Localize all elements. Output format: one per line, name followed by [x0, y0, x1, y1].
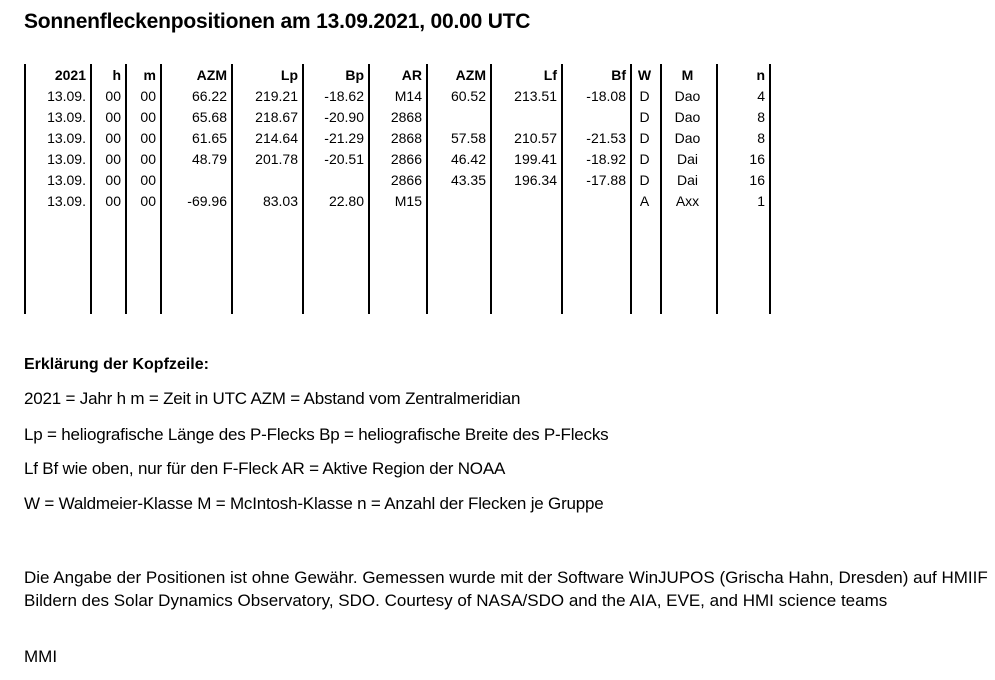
table-column-rule	[490, 64, 492, 314]
table-cell: D	[639, 130, 650, 146]
table-cell	[564, 107, 626, 128]
explanation-line: 2021 = Jahr h m = Zeit in UTC AZM = Abstand vom Zentralmeridian	[24, 389, 521, 408]
table-cell: 1	[757, 193, 765, 209]
table-cell: 13.09.	[47, 88, 86, 104]
table-cell	[493, 107, 557, 128]
table-cell: -20.90	[324, 109, 364, 125]
table-cell: 2866	[390, 172, 422, 188]
table-column-rule	[231, 64, 233, 314]
table-column-rule	[561, 64, 563, 314]
table-cell: 8	[757, 130, 765, 146]
table-cell: 00	[105, 172, 121, 188]
table-header-cell: m	[143, 67, 156, 83]
table-cell	[163, 170, 227, 191]
table-cell: 13.09.	[47, 172, 86, 188]
table-cell: 00	[140, 172, 156, 188]
table-column-rule	[160, 64, 162, 314]
table-cell: 83.03	[262, 193, 298, 209]
table-cell: 219.21	[255, 88, 298, 104]
table-cell: -18.08	[586, 88, 626, 104]
table-cell: D	[639, 109, 650, 125]
table-cell	[305, 170, 364, 191]
table-column-rule	[426, 64, 428, 314]
table-column-rule	[368, 64, 370, 314]
table-cell: A	[639, 193, 650, 209]
table-cell: 57.58	[450, 130, 486, 146]
table-cell: 199.41	[514, 151, 557, 167]
table-cell: 00	[105, 151, 121, 167]
table-cell: 8	[757, 109, 765, 125]
table-cell: 00	[105, 130, 121, 146]
explanation-line: Lf Bf wie oben, nur für den F-Fleck AR = Aktive Region der NOAA	[24, 459, 506, 478]
table-cell: -20.51	[324, 151, 364, 167]
table-cell: 66.22	[191, 88, 227, 104]
table-cell: 201.78	[255, 151, 298, 167]
table-header-cell: 2021	[54, 67, 86, 83]
table-header-cell: Lp	[280, 67, 298, 83]
table-column-rule	[630, 64, 632, 314]
table-cell: D	[639, 172, 650, 188]
table-cell: 46.42	[450, 151, 486, 167]
table-header-cell: W	[637, 67, 652, 83]
page-title: Sonnenfleckenpositionen am 13.09.2021, 00.00 UTC	[24, 10, 531, 33]
table-cell: 13.09.	[47, 109, 86, 125]
table-cell: 48.79	[191, 151, 227, 167]
explanation-line: W = Waldmeier-Klasse M = McIntosh-Klasse n = Anzahl der Flecken je Gruppe	[24, 494, 604, 513]
table-header-cell: M	[681, 67, 694, 83]
table-cell: 22.80	[328, 193, 364, 209]
table-cell: 13.09.	[47, 130, 86, 146]
table-cell: M15	[394, 193, 422, 209]
table-header-cell: h	[112, 67, 121, 83]
table-cell: Dao	[674, 88, 701, 104]
table-cell: 16	[749, 172, 765, 188]
table-cell: 213.51	[514, 88, 557, 104]
table-header-cell: Lf	[543, 67, 557, 83]
table-header-cell: AZM	[196, 67, 227, 83]
table-cell: 00	[140, 193, 156, 209]
table-cell	[564, 191, 626, 212]
table-cell: 218.67	[255, 109, 298, 125]
table-cell: -69.96	[187, 193, 227, 209]
sunspot-table	[0, 64, 995, 314]
table-cell: Dao	[674, 109, 701, 125]
table-cell: 2866	[390, 151, 422, 167]
table-cell: Dai	[676, 172, 698, 188]
table-column-rule	[716, 64, 718, 314]
table-cell: 16	[749, 151, 765, 167]
table-column-rule	[660, 64, 662, 314]
table-cell	[429, 191, 486, 212]
table-cell	[234, 170, 298, 191]
table-cell: 43.35	[450, 172, 486, 188]
table-cell: -18.92	[586, 151, 626, 167]
table-cell: 13.09.	[47, 193, 86, 209]
table-cell: 214.64	[255, 130, 298, 146]
table-cell: 2868	[390, 109, 422, 125]
table-cell: M14	[394, 88, 422, 104]
table-cell: 4	[757, 88, 765, 104]
table-column-rule	[90, 64, 92, 314]
table-cell: 00	[140, 151, 156, 167]
table-cell	[429, 107, 486, 128]
explanation-heading: Erklärung der Kopfzeile:	[24, 356, 209, 373]
table-cell	[493, 191, 557, 212]
table-column-rule	[24, 64, 26, 314]
table-cell: 00	[140, 109, 156, 125]
table-cell: 00	[105, 109, 121, 125]
table-cell: -21.53	[586, 130, 626, 146]
table-cell: 00	[140, 88, 156, 104]
table-header-cell: n	[756, 67, 765, 83]
table-cell: D	[639, 88, 650, 104]
table-cell: 65.68	[191, 109, 227, 125]
table-cell: -17.88	[586, 172, 626, 188]
table-cell: -21.29	[324, 130, 364, 146]
table-cell: 210.57	[514, 130, 557, 146]
table-column-rule	[125, 64, 127, 314]
signature: MMI	[24, 647, 58, 666]
table-cell: Dao	[674, 130, 701, 146]
table-cell: Axx	[675, 193, 700, 209]
table-cell: 60.52	[450, 88, 486, 104]
table-header-cell: AR	[401, 67, 422, 83]
table-cell: 13.09.	[47, 151, 86, 167]
table-cell: 196.34	[514, 172, 557, 188]
table-column-rule	[769, 64, 771, 314]
table-cell: 00	[105, 193, 121, 209]
explanation-line: Lp = heliografische Länge des P-Flecks Bp = heliografische Breite des P-Flecks	[24, 425, 609, 444]
table-column-rule	[302, 64, 304, 314]
table-cell: -18.62	[324, 88, 364, 104]
table-cell: 00	[105, 88, 121, 104]
table-cell: D	[639, 151, 650, 167]
table-cell: 00	[140, 130, 156, 146]
table-header-cell: AZM	[455, 67, 486, 83]
table-cell: 2868	[390, 130, 422, 146]
disclaimer-note: Die Angabe der Positionen ist ohne Gewähr. Gemessen wurde mit der Software WinJUPOS (Grischa Hahn, Dresden) auf HMIIF Bildern des Solar Dynamics Observatory, SDO. Courtesy of NASA/SDO and the AIA, EVE, and HMI science teams	[24, 568, 988, 610]
table-cell: 61.65	[191, 130, 227, 146]
table-header-cell: Bf	[611, 67, 626, 83]
table-header-cell: Bp	[345, 67, 364, 83]
table-cell: Dai	[676, 151, 698, 167]
